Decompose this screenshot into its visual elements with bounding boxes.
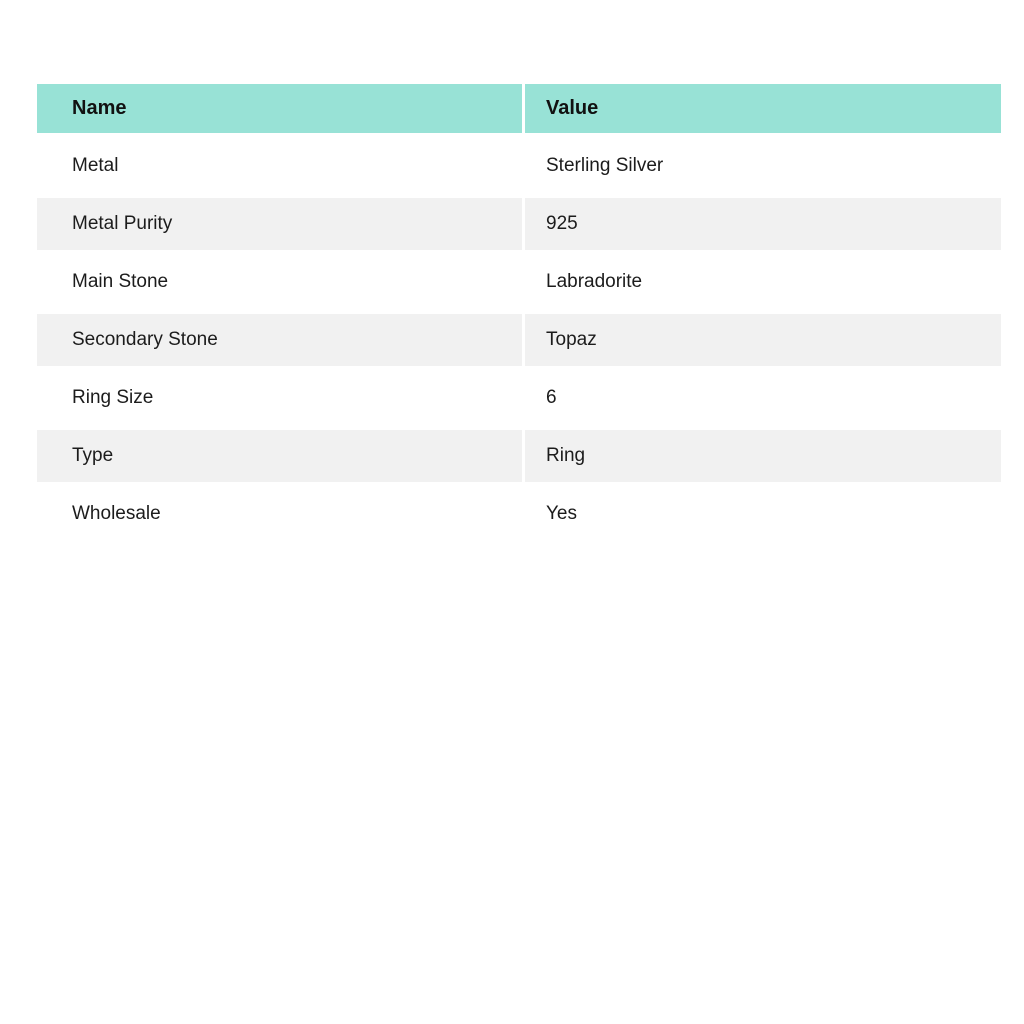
attribute-name-cell: Metal Purity <box>37 195 525 253</box>
attribute-name-cell: Main Stone <box>37 253 525 311</box>
header-cell-value: Value <box>525 84 1001 133</box>
table-row <box>37 427 1001 485</box>
header-cell-name: Name <box>37 84 525 133</box>
attribute-name-cell: Ring Size <box>37 369 525 427</box>
attribute-name-cell: Secondary Stone <box>37 311 525 369</box>
table-row <box>37 311 1001 369</box>
attribute-value-cell: 925 <box>525 195 1001 253</box>
attribute-value-cell: Sterling Silver <box>525 137 1001 195</box>
attribute-value-cell: Topaz <box>525 311 1001 369</box>
product-attributes-table <box>37 84 1001 543</box>
attribute-name-cell: Metal <box>37 137 525 195</box>
attribute-name-cell: Type <box>37 427 525 485</box>
attribute-value-cell: Labradorite <box>525 253 1001 311</box>
attribute-value-cell: Ring <box>525 427 1001 485</box>
table-row <box>37 253 1001 311</box>
table-row <box>37 137 1001 195</box>
table-header-row <box>37 84 1001 133</box>
attribute-value-cell: Yes <box>525 485 1001 543</box>
attribute-value-cell: 6 <box>525 369 1001 427</box>
attribute-name-cell: Wholesale <box>37 485 525 543</box>
table-row <box>37 369 1001 427</box>
table-row <box>37 195 1001 253</box>
table-row <box>37 485 1001 543</box>
